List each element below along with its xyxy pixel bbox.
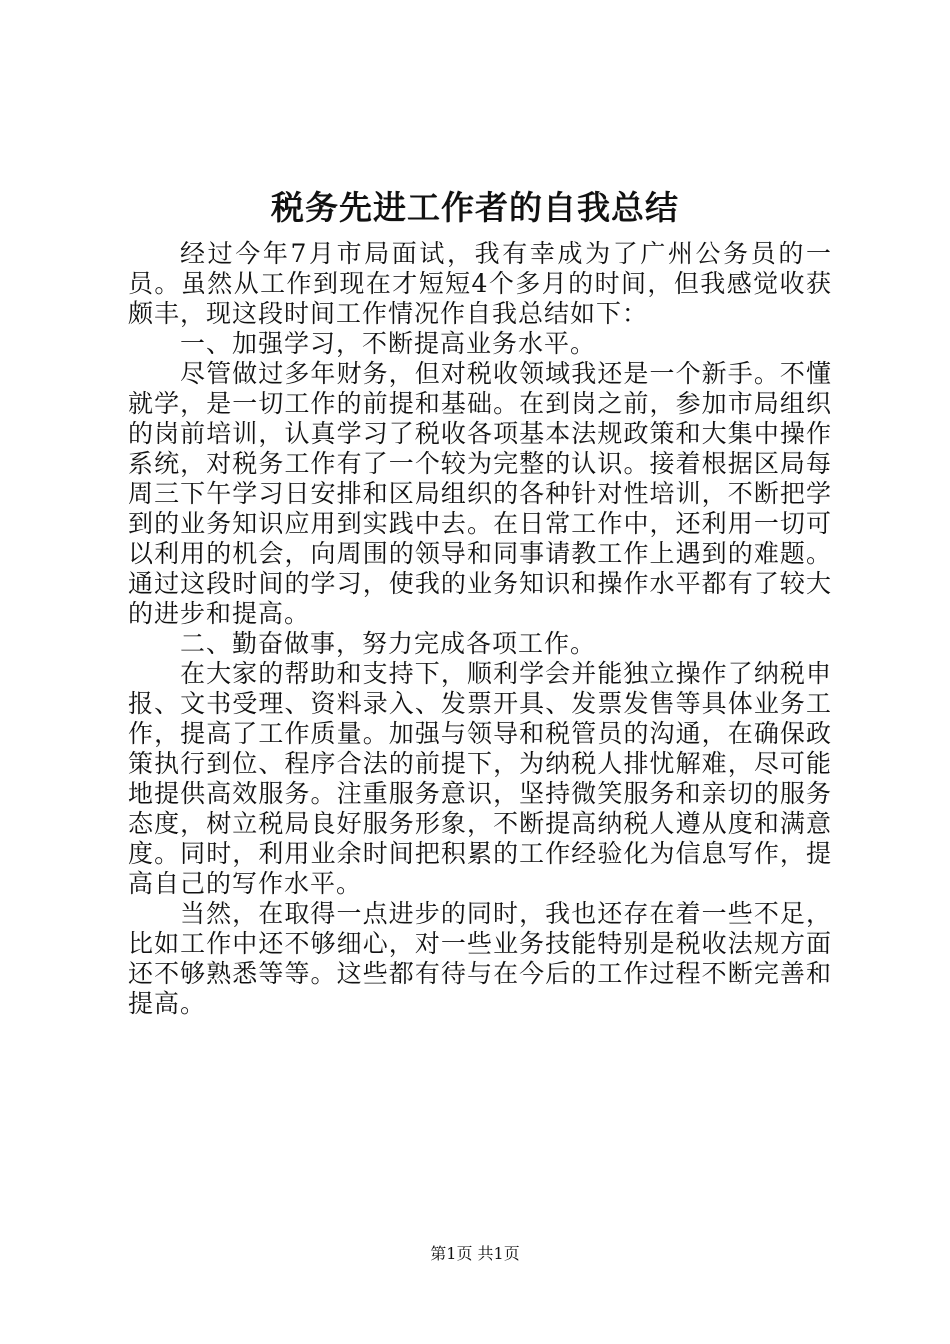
- paragraph-work: 在大家的帮助和支持下，顺利学会并能独立操作了纳税申报、文书受理、资料录入、发票开具、发票发售等具体业务工作，提高了工作质量。加强与领导和税管员的沟通，在确保政策执行到位、程序合法的前提下，为纳税人排忧解难，尽可能地提供高效服务。注重服务意识，坚持微笑服务和亲切的服务态度，树立税局良好服务形象，不断提高纳税人遵从度和满意度。同时，利用业余时间把积累的工作经验化为信息写作，提高自己的写作水平。: [128, 659, 832, 898]
- paragraph-shortcomings: 当然，在取得一点进步的同时，我也还存在着一些不足，比如工作中还不够细心，对一些业务技能特别是税收法规方面还不够熟悉等等。这些都有待与在今后的工作过程不断完善和提高。: [128, 899, 832, 1018]
- paragraph-study: 尽管做过多年财务，但对税收领域我还是一个新手。不懂就学，是一切工作的前提和基础。在到岗之前，参加市局组织的岗前培训，认真学习了税收各项基本法规政策和大集中操作系统，对税务工作有了一个较为完整的认识。接着根据区局每周三下午学习日安排和区局组织的各种针对性培训，不断把学到的业务知识应用到实践中去。在日常工作中，还利用一切可以利用的机会，向周围的领导和同事请教工作上遇到的难题。通过这段时间的学习，使我的业务知识和操作水平都有了较大的进步和提高。: [128, 359, 832, 628]
- section-heading-2: 二、勤奋做事，努力完成各项工作。: [180, 629, 597, 658]
- document-title: 税务先进工作者的自我总结: [271, 188, 679, 227]
- paragraph-intro: 经过今年7月市局面试，我有幸成为了广州公务员的一员。虽然从工作到现在才短短4个多月的时间，但我感觉收获颇丰，现这段时间工作情况作自我总结如下：: [128, 239, 832, 328]
- page-footer: 第1页 共1页: [430, 1244, 520, 1263]
- section-heading-1: 一、加强学习，不断提高业务水平。: [180, 329, 597, 358]
- document-body: [128, 239, 832, 1019]
